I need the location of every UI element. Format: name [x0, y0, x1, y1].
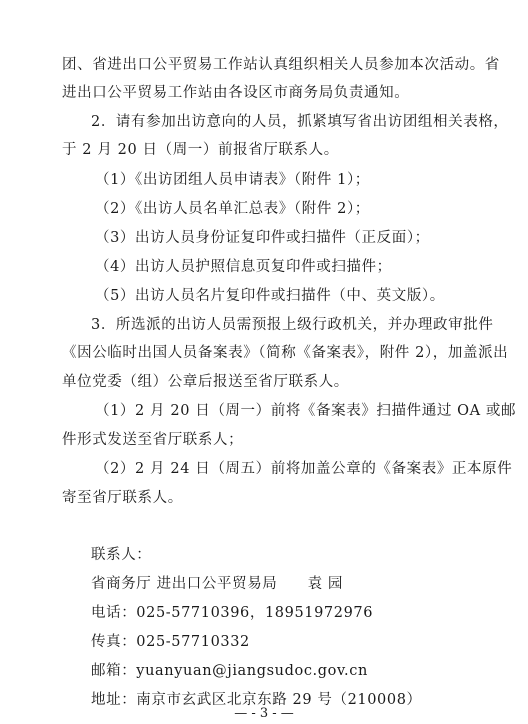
list-item: （1）2 月 20 日（周一）前将《备案表》扫描件通过 OA 或邮 [95, 403, 517, 419]
list-item: （1）《出访团组人员申请表》（附件 1）； [95, 172, 370, 188]
paragraph-line: 团、省进出口公平贸易工作站认真组织相关人员参加本次活动。省 [62, 57, 500, 73]
paragraph-line: 《因公临时出国人员备案表》（简称《备案表》，附件 2），加盖派出 [62, 345, 509, 361]
contact-address: 地址：南京市玄武区北京东路 29 号（210008） [91, 692, 422, 708]
list-item: （3）出访人员身份证复印件或扫描件（正反面）； [95, 230, 430, 246]
contact-email: 邮箱：yuanyuan@jiangsudoc.gov.cn [91, 663, 368, 679]
contact-heading: 联系人： [91, 547, 152, 563]
paragraph-line: 寄至省厅联系人。 [62, 490, 183, 506]
paragraph-line: 3．所选派的出访人员需预报上级行政机关，并办理政审批件 [91, 317, 494, 333]
list-item: （2）2 月 24 日（周五）前将加盖公章的《备案表》正本原件 [95, 461, 513, 477]
list-item: （4）出访人员护照信息页复印件或扫描件； [95, 259, 392, 275]
page-number: — - 3 - — [234, 706, 294, 721]
contact-fax: 传真：025-57710332 [91, 634, 250, 650]
contact-person: 省商务厅 进出口公平贸易局 袁 园 [91, 576, 344, 592]
paragraph-line: 于 2 月 20 日（周一）前报省厅联系人。 [62, 142, 339, 158]
paragraph-line: 进出口公平贸易工作站由各设区市商务局负责通知。 [62, 85, 410, 101]
paragraph-line: 2．请有参加出访意向的人员，抓紧填写省出访团组相关表格， [91, 114, 509, 130]
contact-phone: 电话：025-57710396，18951972976 [91, 605, 374, 621]
paragraph-line: 件形式发送至省厅联系人； [62, 432, 244, 448]
list-item: （5）出访人员名片复印件或扫描件（中、英文版）。 [95, 288, 445, 304]
paragraph-line: 单位党委（组）公章后报送至省厅联系人。 [62, 374, 349, 390]
list-item: （2）《出访人员名单汇总表》（附件 2）； [95, 201, 370, 217]
